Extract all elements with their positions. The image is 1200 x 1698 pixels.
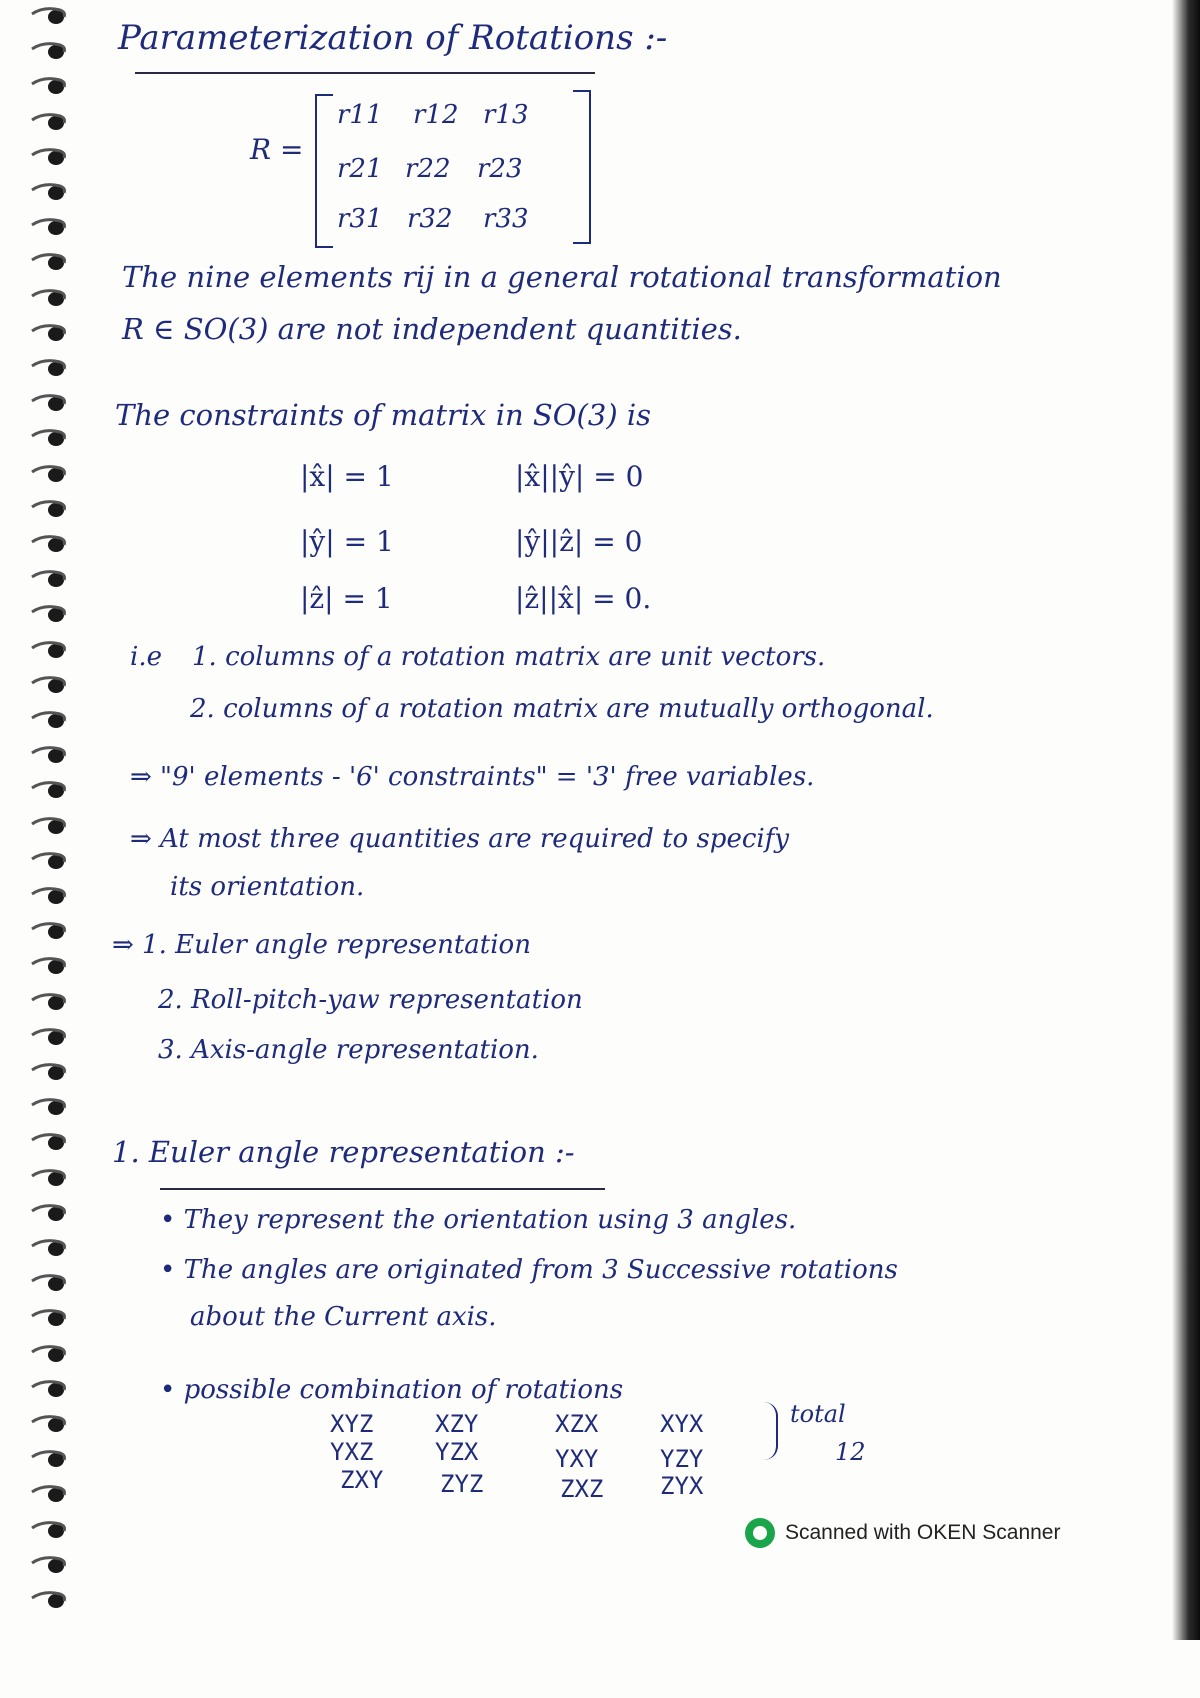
spiral-ring (30, 849, 70, 871)
page-title: Parameterization of Rotations :- (118, 18, 668, 58)
bullet-line: about the Current axis. (190, 1302, 497, 1332)
spiral-ring (30, 1095, 70, 1117)
spiral-ring (30, 215, 70, 237)
spiral-ring (30, 1553, 70, 1575)
spiral-ring (30, 145, 70, 167)
spiral-ring (30, 954, 70, 976)
representation-item: ⇒ 1. Euler angle representation (112, 930, 531, 960)
constraint-left: |ẑ| = 1 (300, 582, 393, 615)
intro-line: The nine elements rij in a general rotational transformation (122, 260, 1002, 294)
combination: YZX (435, 1438, 479, 1466)
spiral-ring (30, 1025, 70, 1047)
spiral-ring (30, 567, 70, 589)
rotation-matrix (250, 88, 595, 248)
spiral-ring (30, 1166, 70, 1188)
spiral-ring (30, 708, 70, 730)
spiral-ring (30, 602, 70, 624)
combination: XYX (660, 1410, 704, 1438)
matrix-right-bracket (573, 90, 591, 244)
matrix-label: R = (250, 133, 304, 166)
section-heading: 1. Euler angle representation :- (112, 1135, 575, 1169)
constraint-right: |ŷ||ẑ| = 0 (515, 525, 643, 558)
spiral-ring (30, 1447, 70, 1469)
ie-point: 2. columns of a rotation matrix are mutually orthogonal. (190, 694, 934, 724)
spiral-ring (30, 497, 70, 519)
spiral-ring (30, 356, 70, 378)
spiral-ring (30, 638, 70, 660)
matrix-cell: r23 (477, 154, 523, 184)
spiral-ring (30, 814, 70, 836)
constraint-right: |x̂||ŷ| = 0 (515, 460, 644, 493)
spiral-ring (30, 39, 70, 61)
combination: XZX (555, 1410, 599, 1438)
spiral-ring (30, 990, 70, 1012)
spiral-ring (30, 778, 70, 800)
total-label: total (790, 1400, 846, 1428)
scanner-watermark-text: Scanned with OKEN Scanner (785, 1521, 1061, 1544)
spiral-ring (30, 1588, 70, 1610)
combination: YZY (660, 1445, 704, 1473)
spiral-ring (30, 532, 70, 554)
matrix-cell: r22 (405, 154, 451, 184)
spiral-ring (30, 1342, 70, 1364)
combination: ZYX (660, 1472, 704, 1500)
matrix-cell: r21 (337, 154, 383, 184)
combination: YXZ (330, 1438, 374, 1466)
combinations-brace (760, 1402, 778, 1460)
bullet-line: • The angles are originated from 3 Successive rotations (160, 1255, 898, 1285)
matrix-left-bracket (315, 94, 333, 248)
spiral-ring (30, 1412, 70, 1434)
spiral-ring (30, 462, 70, 484)
spiral-ring (30, 1201, 70, 1223)
implication-line: ⇒ "9' elements - '6' constraints" = '3' free variables. (130, 762, 815, 792)
representation-item: 3. Axis-angle representation. (158, 1035, 539, 1065)
ie-label: i.e (130, 642, 162, 672)
spiral-ring (30, 884, 70, 906)
constraint-left: |x̂| = 1 (300, 460, 394, 493)
constraint-right: |ẑ||x̂| = 0. (515, 582, 652, 615)
spiral-ring (30, 391, 70, 413)
spiral-ring (30, 1518, 70, 1540)
combination: YXY (555, 1445, 599, 1473)
spiral-ring (30, 1482, 70, 1504)
spiral-ring (30, 4, 70, 26)
intro-line: R ∈ SO(3) are not independent quantities. (122, 312, 742, 346)
title-underline (135, 72, 595, 74)
matrix-cell: r33 (483, 204, 529, 234)
implication-line: its orientation. (170, 872, 365, 902)
spiral-ring (30, 919, 70, 941)
matrix-cell: r13 (483, 100, 529, 130)
spiral-ring (30, 286, 70, 308)
scanner-watermark (745, 1517, 1060, 1549)
combination: XYZ (330, 1410, 374, 1438)
combination: ZYZ (440, 1470, 484, 1498)
spiral-ring (30, 180, 70, 202)
spiral-ring (30, 1236, 70, 1258)
oken-scanner-logo-icon (745, 1518, 775, 1548)
combinations-heading: • possible combination of rotations (160, 1375, 624, 1405)
combination: ZXZ (560, 1475, 604, 1503)
spiral-binding (30, 0, 76, 1650)
spiral-ring (30, 1377, 70, 1399)
spiral-ring (30, 74, 70, 96)
matrix-cell: r31 (337, 204, 383, 234)
ie-point: 1. columns of a rotation matrix are unit vectors. (192, 642, 826, 672)
implication-line: ⇒ At most three quantities are required to specify (130, 824, 790, 854)
spiral-ring (30, 1130, 70, 1152)
matrix-cell: r11 (337, 100, 383, 130)
spiral-ring (30, 426, 70, 448)
spiral-ring (30, 1060, 70, 1082)
spiral-ring (30, 743, 70, 765)
spiral-ring (30, 110, 70, 132)
section-underline (160, 1188, 605, 1190)
constraint-left: |ŷ| = 1 (300, 525, 394, 558)
spiral-ring (30, 1271, 70, 1293)
matrix-cell: r32 (407, 204, 453, 234)
spiral-ring (30, 1306, 70, 1328)
constraints-heading: The constraints of matrix in SO(3) is (115, 398, 652, 432)
bullet-line: • They represent the orientation using 3 angles. (160, 1205, 797, 1235)
page-edge-shadow (1172, 0, 1200, 1640)
spiral-ring (30, 250, 70, 272)
matrix-cell: r12 (413, 100, 459, 130)
total-value: 12 (835, 1438, 866, 1466)
representation-item: 2. Roll-pitch-yaw representation (158, 985, 583, 1015)
spiral-ring (30, 321, 70, 343)
spiral-ring (30, 673, 70, 695)
combination: XZY (435, 1410, 479, 1438)
combination: ZXY (340, 1466, 384, 1494)
